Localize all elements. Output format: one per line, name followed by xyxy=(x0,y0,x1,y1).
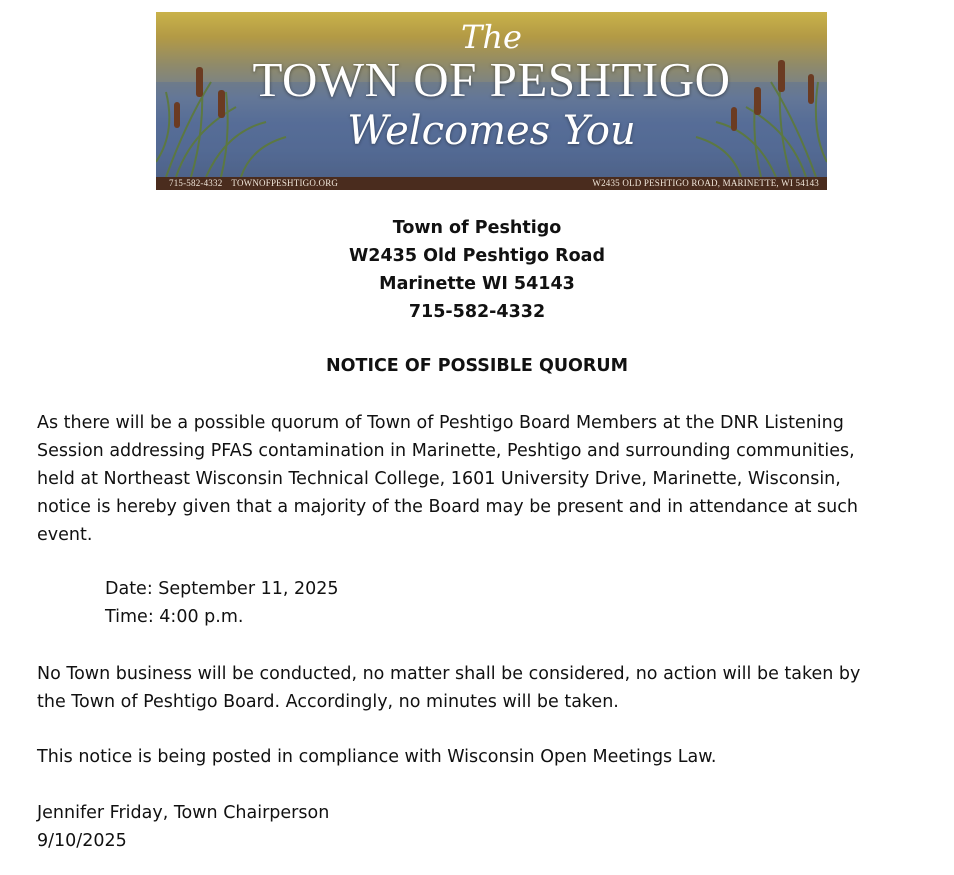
compliance-statement: This notice is being posted in compliance with Wisconsin Open Meetings Law. xyxy=(37,747,717,767)
notice-body-line: event. xyxy=(37,525,93,545)
banner-tagline: Welcomes You xyxy=(347,108,636,154)
banner-phone: 715-582-4332 xyxy=(169,178,223,188)
event-date: Date: September 11, 2025 xyxy=(105,579,339,599)
banner-the: The xyxy=(461,18,522,56)
date-signed: 9/10/2025 xyxy=(37,831,127,851)
notice-body-line: notice is hereby given that a majority of the Board may be present and in attendance at such xyxy=(37,497,858,517)
business-line: No Town business will be conducted, no matter shall be considered, no action will be taken by xyxy=(37,664,861,684)
event-time: Time: 4:00 p.m. xyxy=(105,607,244,627)
signature: Jennifer Friday, Town Chairperson xyxy=(37,803,330,823)
business-line: the Town of Peshtigo Board. Accordingly, no minutes will be taken. xyxy=(37,692,619,712)
header-town-name: Town of Peshtigo xyxy=(392,218,562,238)
header-city: Marinette WI 54143 xyxy=(379,274,575,294)
banner-footer xyxy=(156,177,827,190)
notice-body-line: As there will be a possible quorum of Town of Peshtigo Board Members at the DNR Listening xyxy=(37,413,844,433)
banner-title: TOWN OF PESHTIGO xyxy=(252,52,731,107)
notice-body-line: Session addressing PFAS contamination in Marinette, Peshtigo and surrounding communities, xyxy=(37,441,855,461)
header-street: W2435 Old Peshtigo Road xyxy=(348,246,605,266)
notice-body-line: held at Northeast Wisconsin Technical College, 1601 University Drive, Marinette, Wisconsin, xyxy=(37,469,841,489)
banner-website: TOWNOFPESHTIGO.ORG xyxy=(231,178,339,188)
banner-address: W2435 OLD PESHTIGO ROAD, MARINETTE, WI 54143 xyxy=(592,178,819,188)
header-phone: 715-582-4332 xyxy=(408,302,546,322)
town-banner xyxy=(156,12,827,190)
notice-title: NOTICE OF POSSIBLE QUORUM xyxy=(325,356,629,376)
